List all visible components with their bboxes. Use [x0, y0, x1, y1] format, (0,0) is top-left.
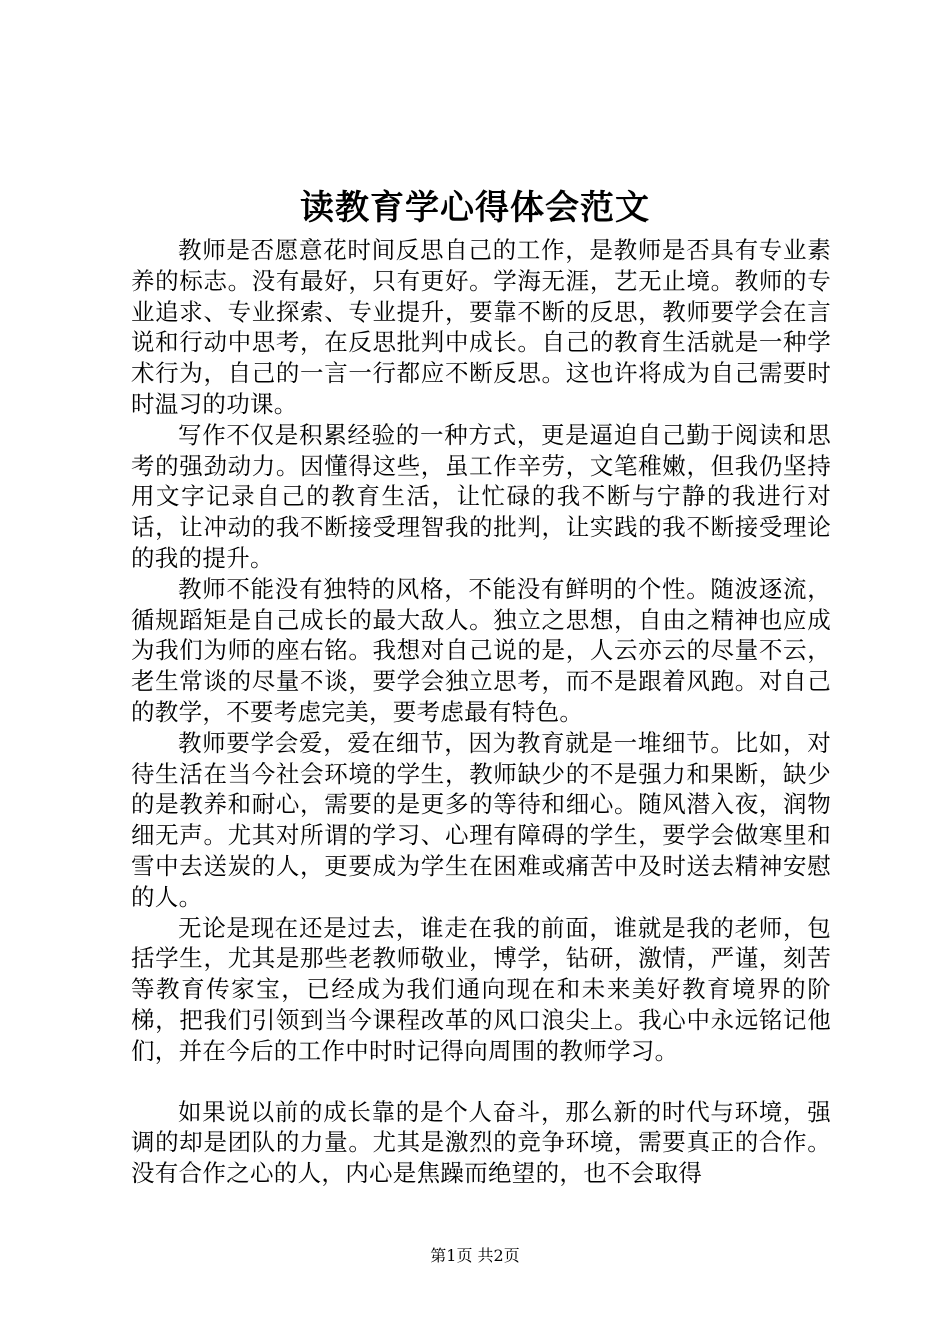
paragraph-4: 教师要学会爱，爱在细节，因为教育就是一堆细节。比如，对待生活在当今社会环境的学生，教师缺少的不是强力和果断，缺少的是教养和耐心，需要的是更多的等待和细心。随风潜入夜，润物细无声。尤其对所谓的学习、心理有障碍的学生，要学会做寒里和雪中去送炭的人，更要成为学生在困难或痛苦中及时送去精神安慰的人。	[131, 728, 831, 911]
paragraph-3: 教师不能没有独特的风格，不能没有鲜明的个性。随波逐流，循规蹈矩是自己成长的最大敌人。独立之思想，自由之精神也应成为我们为师的座右铭。我想对自己说的是，人云亦云的尽量不云，老生常谈的尽量不谈，要学会独立思考，而不是跟着风跑。对自己的教学，不要考虑完美，要考虑最有特色。	[131, 574, 831, 726]
document-title: 读教育学心得体会范文	[300, 188, 650, 228]
paragraph-5: 无论是现在还是过去，谁走在我的前面，谁就是我的老师，包括学生，尤其是那些老教师敬业，博学，钻研，激情，严谨，刻苦等教育传家宝，已经成为我们通向现在和未来美好教育境界的阶梯，把我们引领到当今课程改革的风口浪尖上。我心中永远铭记他们，并在今后的工作中时时记得向周围的教师学习。	[131, 913, 831, 1065]
paragraph-2: 写作不仅是积累经验的一种方式，更是逼迫自己勤于阅读和思考的强劲动力。因懂得这些，虽工作辛劳，文笔稚嫩，但我仍坚持用文字记录自己的教育生活，让忙碌的我不断与宁静的我进行对话，让冲动的我不断接受理智我的批判，让实践的我不断接受理论的我的提升。	[131, 420, 831, 572]
document-body	[131, 235, 831, 1189]
paragraph-1: 教师是否愿意花时间反思自己的工作，是教师是否具有专业素养的标志。没有最好，只有更好。学海无涯，艺无止境。教师的专业追求、专业探索、专业提升，要靠不断的反思，教师要学会在言说和行动中思考，在反思批判中成长。自己的教育生活就是一种学术行为，自己的一言一行都应不断反思。这也许将成为自己需要时时温习的功课。	[131, 236, 831, 418]
page-number-footer: 第1页 共2页	[430, 1246, 520, 1265]
paragraph-6: 如果说以前的成长靠的是个人奋斗，那么新的时代与环境，强调的却是团队的力量。尤其是激烈的竞争环境，需要真正的合作。没有合作之心的人，内心是焦躁而绝望的，也不会取得	[131, 1097, 831, 1188]
